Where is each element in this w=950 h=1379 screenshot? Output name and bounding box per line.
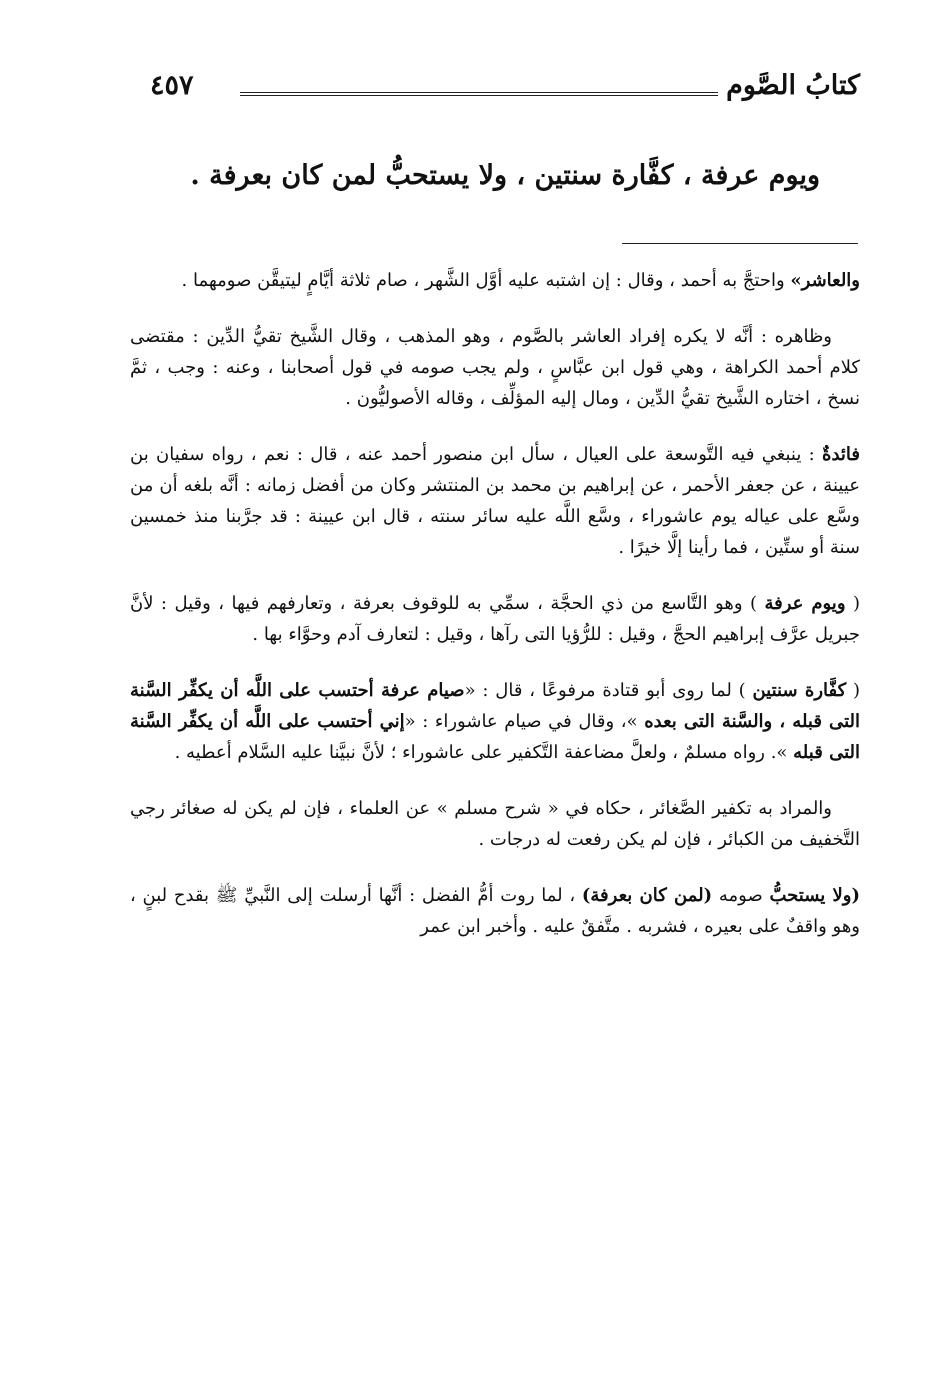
bold-term: كفَّارة سنتين [752, 680, 847, 701]
running-header-title: كتابُ الصَّوم [726, 70, 860, 101]
paragraph-text: ، لما روت أمُّ الفضل : أنَّها أرسلت إلى النَّبيِّ ﷺ بقدح لبنٍ ، وهو واقفٌ على بعيره ، فشربه . متَّفقٌ عليه . وأخبر ابن عمر [130, 885, 860, 937]
paragraph-text: ) وهو التَّاسع من ذي الحجَّة ، سمِّي به للوقوف بعرفة ، وتعارفهم فيها ، وقيل : لأنَّ جبريل عرَّف إبراهيم الحجَّ ، وقيل : للرُّؤيا التى رآها ، وقيل : لتعارف آدم وحوَّاء بها . [130, 593, 860, 645]
paragraph-text: ) لما روى أبو قتادة مرفوعًا ، قال : « [464, 680, 753, 701]
paragraph-text: صومه [712, 885, 770, 906]
commentary-paragraph [130, 793, 860, 855]
paren-open: ( [845, 593, 860, 614]
commentary-paragraph [130, 675, 860, 768]
paragraph-text: »، وقال في صيام عاشوراء : « [404, 711, 645, 732]
commentary-block [130, 265, 860, 967]
paragraph-text: ». رواه مسلمٌ ، ولعلَّ مضاعفة التَّكفير على عاشوراء ؛ لأنَّ نبيَّنا عليه السَّلام أعطيه . [174, 742, 794, 763]
bold-term: (لمن كان بعرفة) [581, 885, 713, 906]
bold-term: والعاشر» [790, 270, 860, 291]
commentary-separator-rule [622, 243, 858, 244]
paragraph-text: والمراد به تكفير الصَّغائر ، حكاه في « شرح مسلم » عن العلماء ، فإن لم يكن له صغائر رجي التَّخفيف من الكبائر ، فإن لم يكن رفعت له درجات . [130, 798, 860, 850]
commentary-paragraph [130, 439, 860, 563]
header-rule [240, 92, 718, 96]
bold-term: ويوم عرفة [764, 593, 846, 614]
paragraph-text: : ينبغي فيه التَّوسعة على العيال ، سأل ابن منصور أحمد عنه ، قال : نعم ، رواه سفيان بن عيينة ، عن جعفر الأحمر ، عن إبراهيم بن محمد بن المنتشر وكان من أفضل زمانه : أنَّه بلغه أن من وسَّع على عياله يوم عاشوراء ، وسَّع اللَّه عليه سائر سنته ، قال ابن عيينة : قد جرَّبنا منذ خمسين سنة أو ستِّين ، فما رأينا إلَّا خيرًا . [130, 444, 860, 558]
paragraph-text: واحتجَّ به أحمد ، وقال : إن اشتبه عليه أوَّل الشَّهر ، صام ثلاثة أيَّامٍ ليتيقَّن صومهما . [181, 270, 791, 291]
commentary-paragraph [130, 588, 860, 650]
hadith-quote: إني أحتسب على اللَّه أن يكفِّر السَّنة التى قبله [130, 711, 860, 763]
paragraph-text: وظاهره : أنَّه لا يكره إفراد العاشر بالصَّوم ، وهو المذهب ، وقال الشَّيخ تقيُّ الدِّين : مقتضى كلام أحمد الكراهة ، وهي قول ابن عبَّاسٍ ، ولم يجب صومه في قول أصحابنا ، وعنه : وجب ، ثمَّ نسخ ، اختاره الشَّيخ تقيُّ الدِّين ، ومال إليه المؤلِّف ، وقاله الأصوليُّون . [130, 326, 860, 409]
page-number: ٤٥٧ [150, 70, 194, 101]
commentary-paragraph [130, 265, 860, 296]
paren-open: ( [846, 680, 860, 701]
commentary-paragraph [130, 880, 860, 942]
commentary-paragraph [130, 321, 860, 414]
bold-term: (ولا يستحبُّ [769, 885, 860, 906]
main-text-line: ويوم عرفة ، كفَّارة سنتين ، ولا يستحبُّ لمن كان بعرفة . [190, 160, 820, 191]
hadith-quote: صيام عرفة أحتسب على اللَّه أن يكفِّر السَّنة التى قبله ، والسَّنة التى بعده [130, 680, 860, 732]
bold-term: فائدةٌ [822, 444, 860, 465]
